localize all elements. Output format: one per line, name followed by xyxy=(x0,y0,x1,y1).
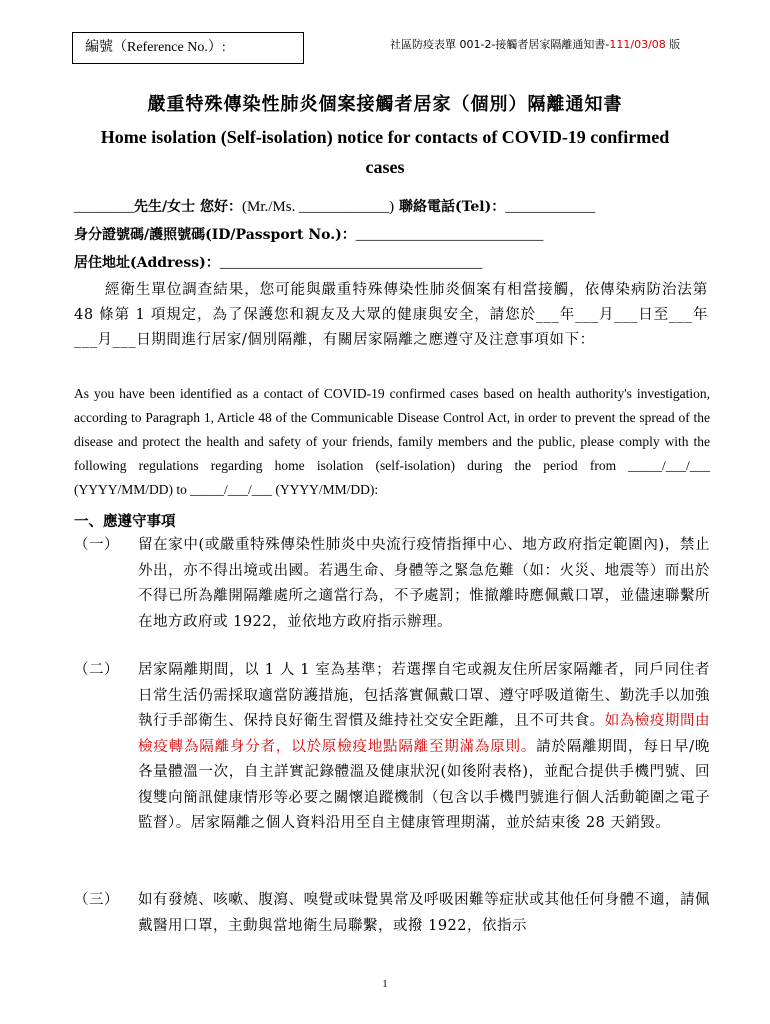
page-number: 1 xyxy=(382,978,388,990)
address-line xyxy=(74,252,482,272)
id-label: 身分證號碼/護照號碼(ID/Passport No.)： xyxy=(74,227,356,243)
item-text: 留在家中(或嚴重特殊傳染性肺炎中央流行疫情指揮中心、地方政府指定範圍內)，禁止外出，亦不得出境或出國。若遇生命、身體等之緊急危難（如：火災、地震等）而出於不得已所為離開隔離處所之適當行為，不予處罰；惟撤離時應佩戴口罩，並儘速聯繫所在地方政府或 1922，並依地方政府指示辦理。 xyxy=(138,537,710,630)
id-line xyxy=(74,224,543,244)
title-english: Home isolation (Self-isolation) notice for contacts of COVID-19 confirmed cases xyxy=(100,127,670,177)
reference-number-box xyxy=(72,32,304,64)
name-english[interactable]: (Mr./Ms. ____________) xyxy=(242,199,395,215)
item-text-part: 請於隔離期間，每日早/晚各量體溫一次，自主詳實記錄體溫及健康狀況(如後附表格)，並配合提供手機門號、回復雙向簡訊健康情形等必要之關懷追蹤機制（包含以手機門號進行個人活動範圍之電子監督）。居家隔離之個人資料沿用至自主健康管理期滿，並於結束後 28 天銷毀。 xyxy=(138,738,710,831)
item-number: （一） xyxy=(74,537,119,553)
item-number: （二） xyxy=(74,662,119,678)
form-id-suffix: 版 xyxy=(665,38,681,51)
item-text xyxy=(138,658,710,837)
list-item xyxy=(74,888,710,939)
intro-english: As you have been identified as a contact of COVID-19 confirmed cases based on health authority's investigation, according to Paragraph 1, Article 48 of the Communicable Disease Control Act, in order to prevent the spread of the disease and protect the health and safety of your friends, family members and the public, please comply with the following regulations regarding home isolation (self-isolation) during the period from _____/___/___ (YYYY/MM/DD) to _____/___/___ (YYYY/MM/DD): xyxy=(74,386,710,497)
tel-blank[interactable]: ____________ xyxy=(505,199,596,215)
name-blank[interactable]: ________ xyxy=(74,199,134,215)
title-chinese: 嚴重特殊傳染性肺炎個案接觸者居家（個別）隔離通知書 xyxy=(147,94,623,115)
name-tel-line xyxy=(74,196,595,216)
item-number: （三） xyxy=(74,892,119,908)
id-blank[interactable]: _________________________ xyxy=(355,227,544,243)
address-label: 居住地址(Address)： xyxy=(74,255,220,271)
form-id xyxy=(390,36,710,52)
item-text-highlight: 如為檢疫期間由檢疫轉為隔離身分者，以於原檢疫地點隔離至期滿為原則。 xyxy=(138,713,711,755)
section-title: 一、應遵守事項 xyxy=(74,513,176,530)
address-blank[interactable]: ___________________________________ xyxy=(219,255,483,271)
name-label: 先生/女士 您好： xyxy=(134,199,242,215)
intro-chinese: 經衛生單位調查結果，您可能與嚴重特殊傳染性肺炎個案有相當接觸，依傳染病防治法第 48 條第 1 項規定，為了保護您和親友及大眾的健康與安全，請您於___年___月___日至___年___月___日期間進行居家/個別隔離，有關居家隔離之應遵守及注意事項如下： xyxy=(74,282,708,348)
tel-label: 聯絡電話(Tel)： xyxy=(394,199,506,215)
form-id-prefix: 社區防疫表單 001-2-接觸者居家隔離通知書- xyxy=(390,38,610,51)
reference-label: 編號（Reference No.）: xyxy=(85,40,226,55)
list-item xyxy=(74,533,710,635)
form-id-date: 111/03/08 xyxy=(609,38,666,51)
item-text-part: 居家隔離期間，以 1 人 1 室為基準；若選擇自宅或親友住所居家隔離者，同戶同住者日常生活仍需採取適當防護措施，包括落實佩戴口罩、遵守呼吸道衛生、勤洗手以加強執行手部衛生、保持良好衛生習慣及維持社交安全距離，且不可共食。 xyxy=(138,662,710,729)
item-text: 如有發燒、咳嗽、腹瀉、嗅覺或味覺異常及呼吸困難等症狀或其他任何身體不適，請佩戴醫用口罩，主動與當地衛生局聯繫，或撥 1922，依指示 xyxy=(138,892,710,934)
list-item xyxy=(74,658,710,837)
